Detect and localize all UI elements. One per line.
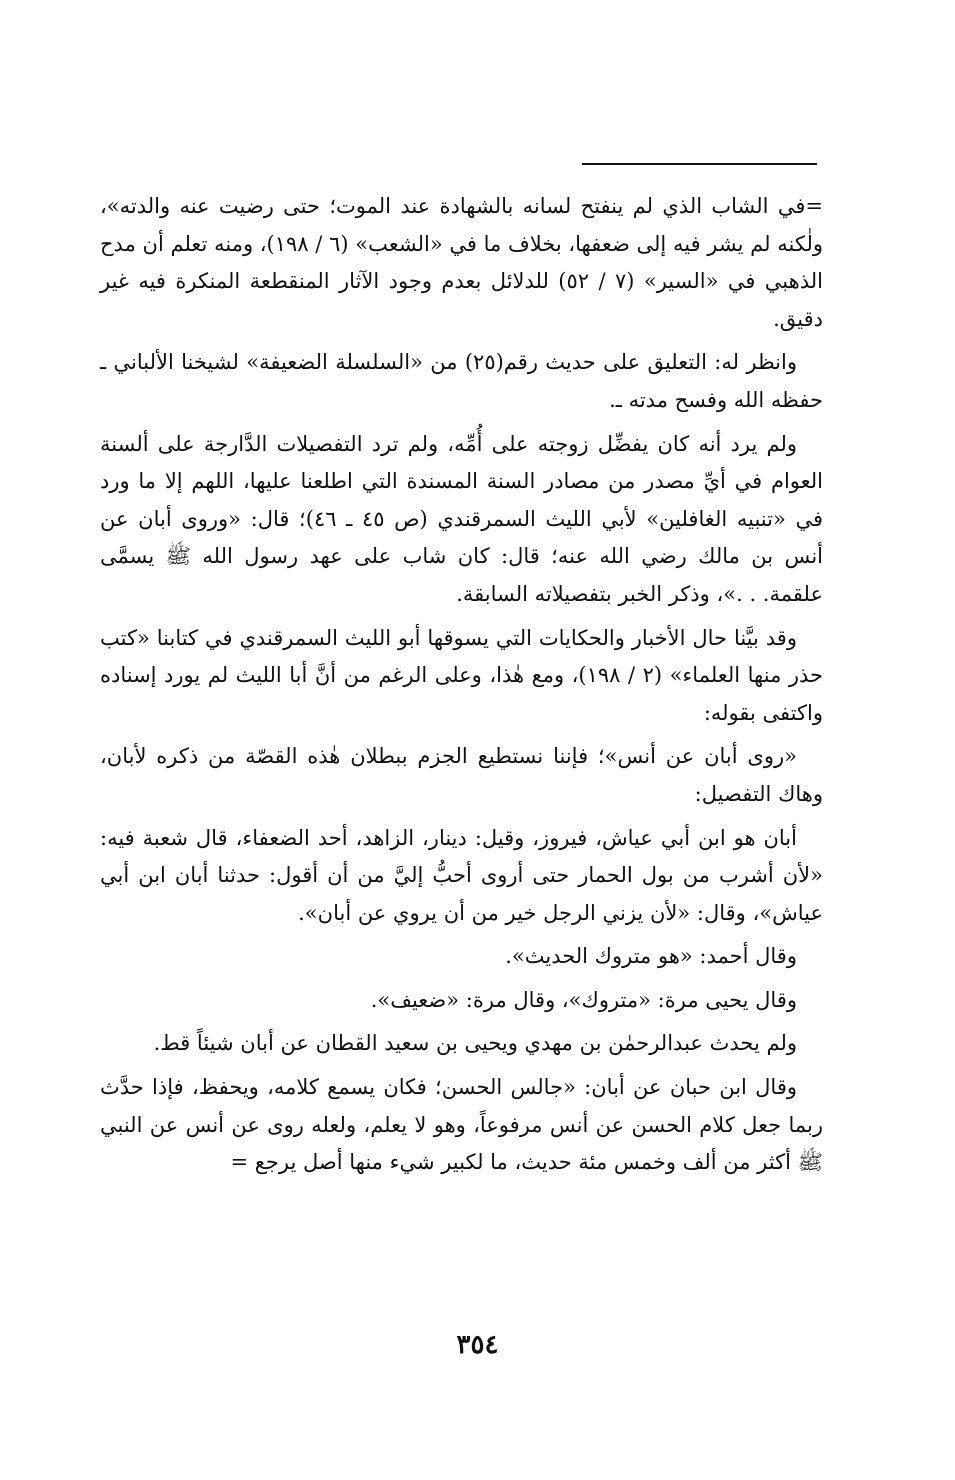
footnote-paragraph: وانظر له: التعليق على حديث رقم(٢٥) من «السلسلة الضعيفة» لشيخنا الألباني ـ حفظه الله وفسح مدته ـ. xyxy=(100,350,823,412)
footnote-paragraph: وقد بيَّنا حال الأخبار والحكايات التي يسوقها أبو الليث السمرقندي في كتابنا «كتب حذر منها العلماء» (٢ / ١٩٨)، ومع هٰذا، وعلى الرغم من أنَّ أبا الليث لم يورد إسناده واكتفى بقوله: xyxy=(100,625,823,725)
footnote-paragraph: «روى أبان عن أنس»؛ فإننا نستطيع الجزم ببطلان هٰذه القصّة من ذكره لأبان، وهاك التفصيل: xyxy=(100,744,823,806)
footnote-paragraph: =في الشاب الذي لم ينفتح لسانه بالشهادة عند الموت؛ حتى رضيت عنه والدته»، ولٰكنه لم يشر فيه إلى ضعفها، بخلاف ما في «الشعب» (٦ / ١٩٨)، ومنه تعلم أن مدح الذهبي في «السير» (٧ / ٥٢) للدلائل بعدم وجود الآثار المنقطعة المنكرة فيه غير دقيق. xyxy=(100,194,823,331)
footnote-paragraph: وقال ابن حبان عن أبان: «جالس الحسن؛ فكان يسمع كلامه، ويحفظ، فإذا حدَّث ربما جعل كلام الحسن عن أنس مرفوعاً، وهو لا يعلم، ولعله روى عن أنس عن النبي ﷺ أكثر من ألف وخمس مئة حديث، ما لكبير شيء منها أصل يرجع = xyxy=(100,1075,823,1175)
footnote-paragraph: وقال أحمد: «هو متروك الحديث». xyxy=(505,944,797,969)
footnote-text-block xyxy=(100,188,823,1188)
footnote-paragraph: ولم يحدث عبدالرحمٰن بن مهدي ويحيى بن سعيد القطان عن أبان شيئاً قط. xyxy=(153,1031,797,1056)
footnote-paragraph: ولم يرد أنه كان يفضِّل زوجته على أُمِّه، ولم ترد التفصيلات الدَّارجة على ألسنة العوام في أيِّ مصدر من مصادر السنة المسندة التي اطلعنا عليها، اللهم إلا ما ورد في «تنبيه الغافلين» لأبي الليث السمرقندي (ص ٤٥ ـ ٤٦)؛ قال: «وروى أبان عن أنس بن مالك رضي الله عنه؛ قال: كان شاب على عهد رسول الله ﷺ يسمَّى علقمة. . .»، وذكر الخبر بتفصيلاته السابقة. xyxy=(100,431,823,606)
page-number: ٣٥٤ xyxy=(456,1330,499,1360)
footnote-separator-rule xyxy=(582,163,817,165)
footnote-paragraph: أبان هو ابن أبي عياش، فيروز، وقيل: دينار، الزاهد، أحد الضعفاء، قال شعبة فيه: «لأن أشرب من بول الحمار حتى أروى أحبُّ إليَّ من أن أقول: حدثنا أبان ابن أبي عياش»، وقال: «لأن يزني الرجل خير من أن يروي عن أبان». xyxy=(100,825,823,925)
footnote-paragraph: وقال يحيى مرة: «متروك»، وقال مرة: «ضعيف». xyxy=(370,987,797,1012)
